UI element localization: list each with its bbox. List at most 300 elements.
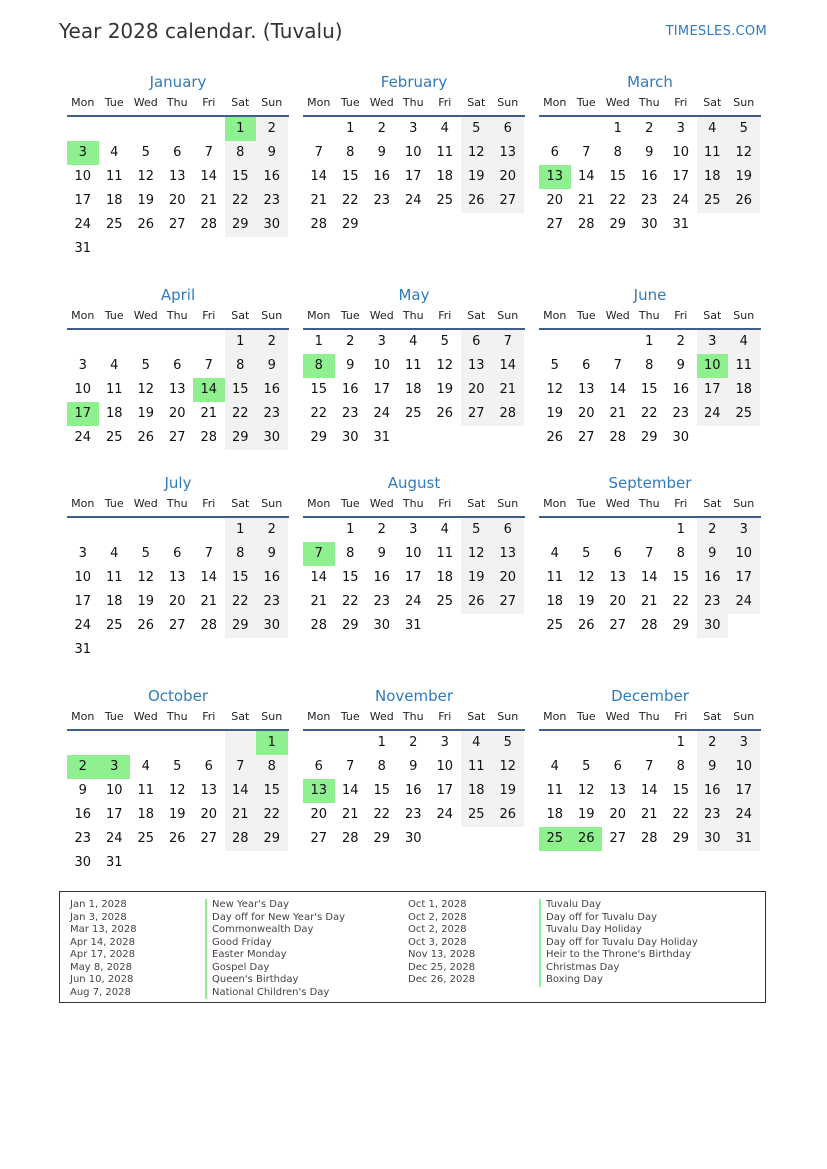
day-cell: 9 [256, 542, 288, 566]
month-name: September [608, 474, 692, 492]
weekday-label: Wed [369, 309, 394, 322]
legend-holiday-name: Commonwealth Day [205, 924, 345, 937]
empty-cell [539, 117, 571, 141]
day-cell: 29 [225, 213, 257, 237]
day-cell: 3 [78, 358, 87, 373]
empty-cell [728, 426, 760, 450]
weekday-label: Mon [71, 710, 95, 723]
empty-cell [162, 518, 194, 542]
weekday-label: Sat [703, 309, 722, 322]
weekday-label: Tue [340, 497, 360, 510]
day-cell: 20 [310, 807, 328, 822]
day-cell: 20 [168, 406, 186, 421]
day-cell: 12 [436, 358, 454, 373]
empty-cell [571, 731, 603, 755]
day-cell: 27 [609, 831, 627, 846]
month-may [303, 285, 525, 450]
weekday-label: Sun [497, 497, 519, 510]
month-october [67, 686, 289, 875]
day-cell: 28 [609, 430, 627, 445]
legend-date: Oct 1, 2028 [408, 899, 467, 910]
empty-cell [461, 614, 493, 638]
day-cell: 29 [373, 831, 391, 846]
legend-holiday-name: Gospel Day [205, 962, 345, 975]
day-cell: 29 [341, 217, 359, 232]
day-cell: 1 [377, 735, 386, 750]
day-cell: 16 [256, 165, 288, 189]
day-cell: 11 [404, 358, 422, 373]
day-cell: 26 [546, 430, 564, 445]
day-cell: 28 [310, 618, 328, 633]
day-cell: 14 [341, 783, 359, 798]
day-cell: 1 [225, 518, 257, 542]
day-cell: 22 [310, 406, 328, 421]
weekday-label: Sat [467, 96, 486, 109]
day-cell: 10 [672, 145, 690, 160]
day-cell: 26 [137, 217, 155, 232]
weekday-label: Tue [104, 497, 124, 510]
day-cell: 29 [672, 831, 690, 846]
day-cell: 6 [461, 330, 493, 354]
day-cell: 17 [728, 566, 760, 590]
month-november [303, 686, 525, 851]
day-cell: 4 [110, 546, 119, 561]
day-cell: 15 [341, 570, 359, 585]
day-cell: 29 [310, 430, 328, 445]
holiday-day-cell: 2 [67, 755, 99, 779]
day-cell: 8 [676, 759, 685, 774]
weekday-label: Thu [402, 96, 424, 109]
day-cell: 13 [609, 570, 627, 585]
empty-cell [602, 518, 634, 542]
day-cell: 20 [200, 807, 218, 822]
day-cell: 4 [440, 121, 449, 136]
weekday-label: Tue [104, 309, 124, 322]
day-cell: 7 [204, 546, 213, 561]
day-cell: 6 [550, 145, 559, 160]
day-cell: 14 [640, 570, 658, 585]
day-cell: 19 [492, 779, 524, 803]
day-cell: 24 [74, 217, 92, 232]
day-cell: 8 [377, 759, 386, 774]
day-cell: 20 [492, 566, 524, 590]
empty-cell [130, 731, 162, 755]
day-cell: 29 [341, 618, 359, 633]
day-cell: 12 [168, 783, 186, 798]
day-cell: 2 [346, 334, 355, 349]
day-cell: 5 [728, 117, 760, 141]
weekday-label: Thu [638, 309, 660, 322]
legend-date: Oct 3, 2028 [408, 936, 467, 948]
empty-cell [539, 330, 571, 354]
weekday-label: Sun [733, 96, 755, 109]
day-cell: 19 [577, 594, 595, 609]
day-cell: 15 [672, 570, 690, 585]
empty-cell [99, 518, 131, 542]
day-cell: 2 [256, 117, 288, 141]
day-cell: 24 [697, 402, 729, 426]
day-cell: 23 [256, 590, 288, 614]
day-cell: 2 [256, 518, 288, 542]
day-cell: 31 [74, 642, 92, 657]
day-grid [539, 518, 761, 638]
day-cell: 18 [697, 165, 729, 189]
day-cell: 31 [105, 855, 123, 870]
day-cell: 10 [373, 358, 391, 373]
month-april [67, 285, 289, 450]
day-cell: 20 [492, 165, 524, 189]
weekday-label: Fri [438, 497, 452, 510]
day-cell: 14 [200, 169, 218, 184]
month-name: January [149, 73, 207, 91]
weekday-header [303, 93, 525, 117]
legend-holiday-name: Tuvalu Day [539, 899, 698, 912]
day-cell: 30 [341, 430, 359, 445]
day-cell: 17 [728, 779, 760, 803]
weekday-header [539, 306, 761, 330]
day-cell: 3 [728, 518, 760, 542]
day-cell: 26 [577, 618, 595, 633]
day-cell: 1 [676, 735, 685, 750]
day-cell: 4 [110, 358, 119, 373]
legend-dates-right [408, 899, 475, 987]
weekday-header [67, 306, 289, 330]
weekday-label: Tue [340, 309, 360, 322]
day-cell: 14 [310, 570, 328, 585]
day-cell: 4 [461, 731, 493, 755]
empty-cell [539, 731, 571, 755]
day-cell: 16 [256, 566, 288, 590]
weekday-label: Thu [166, 497, 188, 510]
day-cell: 24 [74, 618, 92, 633]
day-cell: 5 [461, 518, 493, 542]
empty-cell [492, 426, 524, 450]
day-cell: 13 [168, 382, 186, 397]
day-cell: 7 [645, 759, 654, 774]
day-cell: 8 [225, 542, 257, 566]
weekday-label: Wed [605, 96, 630, 109]
empty-cell [67, 518, 99, 542]
day-cell: 8 [613, 145, 622, 160]
day-cell: 18 [728, 378, 760, 402]
weekday-label: Sat [231, 309, 250, 322]
day-cell: 22 [225, 189, 257, 213]
day-cell: 20 [577, 406, 595, 421]
day-cell: 19 [577, 807, 595, 822]
month-name: October [147, 687, 209, 705]
day-cell: 30 [74, 855, 92, 870]
day-cell: 2 [645, 121, 654, 136]
weekday-label: Mon [543, 96, 567, 109]
empty-cell [130, 638, 162, 662]
weekday-label: Wed [133, 497, 158, 510]
day-cell: 2 [256, 330, 288, 354]
month-january [67, 72, 289, 261]
day-cell: 22 [341, 594, 359, 609]
legend-holiday-name: Boxing Day [539, 974, 698, 987]
day-cell: 9 [645, 145, 654, 160]
day-cell: 28 [492, 402, 524, 426]
weekday-label: Thu [402, 309, 424, 322]
holiday-day-cell: 13 [303, 779, 335, 803]
day-cell: 16 [640, 169, 658, 184]
day-cell: 29 [609, 217, 627, 232]
month-march [539, 72, 761, 237]
day-cell: 14 [225, 779, 257, 803]
brand-link[interactable]: TIMESLES.COM [665, 24, 767, 39]
day-cell: 17 [404, 570, 422, 585]
day-cell: 21 [200, 406, 218, 421]
day-cell: 9 [676, 358, 685, 373]
day-cell: 27 [310, 831, 328, 846]
day-cell: 27 [168, 618, 186, 633]
month-name: June [633, 286, 667, 304]
empty-cell [162, 330, 194, 354]
empty-cell [335, 731, 367, 755]
day-cell: 28 [225, 827, 257, 851]
day-cell: 4 [141, 759, 150, 774]
weekday-label: Tue [104, 96, 124, 109]
day-cell: 21 [200, 594, 218, 609]
day-cell: 13 [168, 570, 186, 585]
empty-cell [162, 237, 194, 261]
legend-names-right [539, 899, 698, 987]
day-cell: 16 [256, 378, 288, 402]
day-cell: 16 [341, 382, 359, 397]
legend-holiday-name: Day off for Tuvalu Day Holiday [539, 937, 698, 950]
day-cell: 21 [609, 406, 627, 421]
day-cell: 21 [577, 193, 595, 208]
legend-names-left [205, 899, 345, 999]
day-cell: 5 [550, 358, 559, 373]
day-cell: 7 [645, 546, 654, 561]
empty-cell [67, 117, 99, 141]
day-cell: 8 [346, 145, 355, 160]
empty-cell [162, 851, 194, 875]
day-cell: 27 [492, 590, 524, 614]
day-cell: 7 [492, 330, 524, 354]
day-cell: 24 [105, 831, 123, 846]
weekday-label: Fri [674, 497, 688, 510]
empty-cell [429, 614, 461, 638]
day-cell: 13 [492, 542, 524, 566]
day-cell: 30 [373, 618, 391, 633]
day-cell: 8 [256, 755, 288, 779]
day-cell: 6 [173, 145, 182, 160]
legend-holiday-name: Day off for New Year's Day [205, 912, 345, 925]
day-cell: 26 [436, 406, 454, 421]
day-cell: 11 [436, 546, 454, 561]
empty-cell [99, 117, 131, 141]
day-cell: 9 [409, 759, 418, 774]
day-cell: 16 [74, 807, 92, 822]
day-cell: 21 [310, 193, 328, 208]
weekday-header [67, 494, 289, 518]
day-cell: 18 [105, 406, 123, 421]
day-cell: 2 [409, 735, 418, 750]
day-cell: 9 [377, 145, 386, 160]
weekday-label: Tue [576, 309, 596, 322]
weekday-label: Fri [438, 309, 452, 322]
weekday-label: Mon [543, 309, 567, 322]
day-cell: 15 [640, 382, 658, 397]
month-name: December [611, 687, 689, 705]
day-cell: 10 [728, 755, 760, 779]
day-cell: 11 [105, 570, 123, 585]
day-cell: 1 [314, 334, 323, 349]
day-cell: 21 [341, 807, 359, 822]
day-cell: 23 [404, 807, 422, 822]
day-cell: 7 [314, 145, 323, 160]
legend-date: Oct 2, 2028 [408, 911, 467, 923]
empty-cell [697, 426, 729, 450]
month-name: April [160, 286, 196, 304]
weekday-label: Fri [674, 309, 688, 322]
day-grid [539, 117, 761, 237]
empty-cell [728, 213, 760, 237]
empty-cell [539, 518, 571, 542]
day-cell: 15 [373, 783, 391, 798]
day-cell: 18 [461, 779, 493, 803]
empty-cell [193, 330, 225, 354]
day-cell: 26 [492, 803, 524, 827]
empty-cell [366, 213, 398, 237]
day-cell: 11 [436, 145, 454, 160]
day-cell: 25 [137, 831, 155, 846]
weekday-label: Thu [638, 710, 660, 723]
day-cell: 30 [404, 831, 422, 846]
empty-cell [429, 426, 461, 450]
weekday-header [303, 306, 525, 330]
day-cell: 14 [640, 783, 658, 798]
weekday-label: Mon [307, 710, 331, 723]
day-cell: 8 [346, 546, 355, 561]
weekday-label: Fri [202, 497, 216, 510]
day-cell: 17 [404, 169, 422, 184]
day-cell: 26 [168, 831, 186, 846]
day-cell: 11 [697, 141, 729, 165]
legend-holiday-name: Christmas Day [539, 962, 698, 975]
month-name: February [380, 73, 448, 91]
month-name: August [387, 474, 441, 492]
day-cell: 13 [461, 354, 493, 378]
day-cell: 7 [225, 755, 257, 779]
day-cell: 31 [373, 430, 391, 445]
day-cell: 18 [105, 193, 123, 208]
day-cell: 1 [676, 522, 685, 537]
day-cell: 25 [105, 618, 123, 633]
day-cell: 26 [137, 618, 155, 633]
day-cell: 16 [373, 570, 391, 585]
day-cell: 3 [377, 334, 386, 349]
day-cell: 23 [697, 803, 729, 827]
empty-cell [697, 213, 729, 237]
legend-dates-left [70, 899, 137, 999]
day-cell: 4 [550, 759, 559, 774]
holiday-day-cell: 3 [99, 755, 131, 779]
weekday-label: Wed [133, 710, 158, 723]
day-cell: 29 [225, 614, 257, 638]
empty-cell [571, 330, 603, 354]
day-cell: 16 [373, 169, 391, 184]
empty-cell [256, 237, 288, 261]
weekday-label: Tue [340, 710, 360, 723]
day-cell: 23 [256, 189, 288, 213]
day-cell: 25 [436, 594, 454, 609]
day-cell: 22 [640, 406, 658, 421]
weekday-label: Sat [703, 497, 722, 510]
empty-cell [634, 518, 666, 542]
empty-cell [67, 731, 99, 755]
day-cell: 12 [728, 141, 760, 165]
day-cell: 6 [613, 759, 622, 774]
weekday-label: Sat [467, 309, 486, 322]
day-cell: 26 [728, 189, 760, 213]
day-cell: 20 [609, 807, 627, 822]
weekday-label: Tue [576, 96, 596, 109]
day-cell: 15 [225, 378, 257, 402]
legend-date: Aug 7, 2028 [70, 986, 131, 998]
day-cell: 25 [546, 618, 564, 633]
day-cell: 6 [492, 518, 524, 542]
day-cell: 18 [137, 807, 155, 822]
day-cell: 4 [550, 546, 559, 561]
day-cell: 30 [697, 614, 729, 638]
day-cell: 30 [672, 430, 690, 445]
day-cell: 29 [225, 426, 257, 450]
day-cell: 14 [609, 382, 627, 397]
empty-cell [303, 731, 335, 755]
empty-cell [461, 827, 493, 851]
empty-cell [492, 213, 524, 237]
weekday-label: Thu [638, 497, 660, 510]
day-cell: 20 [546, 193, 564, 208]
weekday-label: Sun [497, 96, 519, 109]
empty-cell [461, 213, 493, 237]
day-cell: 22 [225, 590, 257, 614]
weekday-header [67, 93, 289, 117]
day-cell: 25 [105, 217, 123, 232]
day-cell: 13 [577, 382, 595, 397]
day-cell: 6 [173, 358, 182, 373]
holiday-day-cell: 25 [539, 827, 571, 851]
weekday-label: Wed [133, 309, 158, 322]
weekday-label: Fri [202, 96, 216, 109]
day-cell: 11 [546, 783, 564, 798]
day-cell: 5 [141, 358, 150, 373]
day-cell: 4 [697, 117, 729, 141]
holiday-day-cell: 13 [539, 165, 571, 189]
weekday-label: Sun [733, 309, 755, 322]
day-cell: 29 [672, 618, 690, 633]
day-cell: 19 [546, 406, 564, 421]
month-name: May [398, 286, 430, 304]
legend-holiday-name: New Year's Day [205, 899, 345, 912]
holiday-day-cell: 1 [256, 731, 288, 755]
day-cell: 9 [256, 354, 288, 378]
day-cell: 20 [609, 594, 627, 609]
day-cell: 30 [256, 426, 288, 450]
empty-cell [130, 518, 162, 542]
day-cell: 3 [409, 121, 418, 136]
weekday-label: Thu [402, 710, 424, 723]
weekday-label: Sat [467, 710, 486, 723]
day-cell: 7 [582, 145, 591, 160]
holiday-day-cell: 8 [303, 354, 335, 378]
weekday-label: Wed [369, 710, 394, 723]
day-cell: 11 [461, 755, 493, 779]
day-cell: 1 [225, 330, 257, 354]
